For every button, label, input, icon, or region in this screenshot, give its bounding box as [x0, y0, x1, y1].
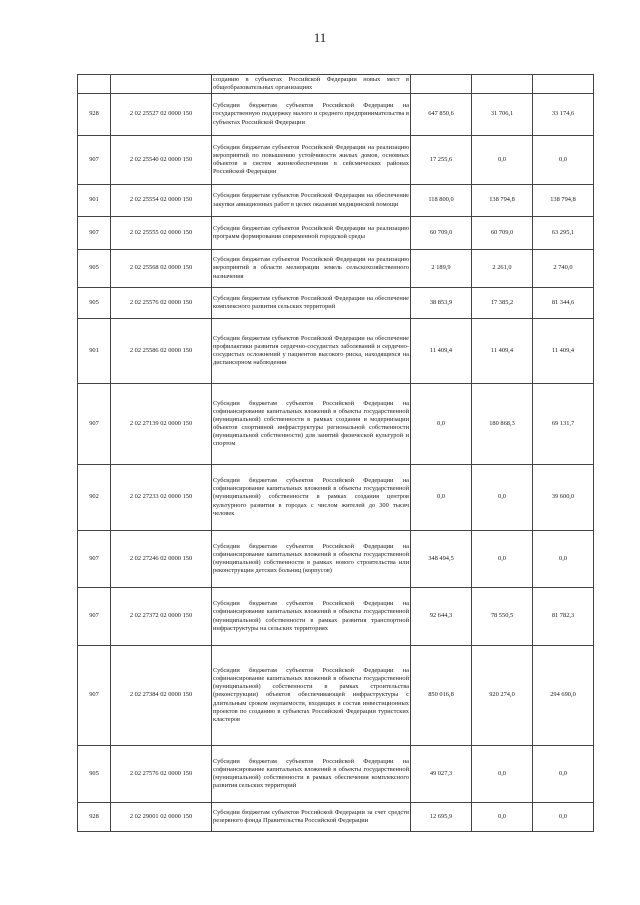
classification-code-cell: 2 02 25555 02 0000 150: [111, 217, 212, 250]
amount-year2-cell: 17 385,2: [472, 288, 533, 319]
table-row: [78, 250, 594, 288]
amount-year2-cell: 0,0: [472, 803, 533, 832]
amount-year1-cell: 850 016,8: [411, 646, 472, 746]
admin-code-cell: 905: [78, 250, 111, 288]
income-name-cell: Субсидии бюджетам субъектов Российской Федерации на обеспечение профилактики развития сердечно-сосудистых заболеваний и сердечно-сосудистых осложнений у пациентов высокого риска, находящихся на диспансерном наблюдении: [212, 319, 411, 384]
income-name-cell: Субсидии бюджетам субъектов Российской Федерации на софинансирование капитальных вложений в объекты государственной (муниципальной) собственности в рамках обеспечения комплексного развития сельских территорий: [212, 746, 411, 803]
amount-year3-cell: 0,0: [533, 136, 594, 185]
income-name-cell: Субсидии бюджетам субъектов Российской Федерации на реализацию мероприятий по повышению устойчивости жилых домов, основных объектов и систем жизнеобеспечения в сейсмических районах Российской Федерации: [212, 136, 411, 185]
classification-code-cell: 2 02 25576 02 0000 150: [111, 288, 212, 319]
table-row: [78, 319, 594, 384]
admin-code-cell: 905: [78, 288, 111, 319]
revenue-table: [77, 74, 594, 832]
table-row: [78, 746, 594, 803]
income-name-cell: Субсидии бюджетам субъектов Российской Федерации на обеспечение закупки авиационных работ в целях оказания медицинской помощи: [212, 185, 411, 217]
amount-year3-cell: 39 600,0: [533, 465, 594, 531]
amount-year1-cell: 118 800,0: [411, 185, 472, 217]
amount-year2-cell: 78 550,5: [472, 588, 533, 646]
amount-year2-cell: [472, 75, 533, 94]
classification-code-cell: 2 02 25586 02 0000 150: [111, 319, 212, 384]
income-name-cell: Субсидии бюджетам субъектов Российской Федерации на государственную поддержку малого и среднего предпринимательства в субъектах Российской Федерации: [212, 94, 411, 136]
admin-code-cell: [78, 75, 111, 94]
amount-year2-cell: 31 706,1: [472, 94, 533, 136]
classification-code-cell: 2 02 25540 02 0000 150: [111, 136, 212, 185]
income-name-cell: Субсидии бюджетам субъектов Российской Федерации на обеспечение комплексного развития сельских территорий: [212, 288, 411, 319]
classification-code-cell: 2 02 25527 02 0000 150: [111, 94, 212, 136]
amount-year3-cell: 0,0: [533, 803, 594, 832]
amount-year2-cell: 0,0: [472, 531, 533, 588]
classification-code-cell: 2 02 27384 02 0000 150: [111, 646, 212, 746]
table-body: [78, 75, 594, 832]
admin-code-cell: 905: [78, 746, 111, 803]
table-row: [78, 185, 594, 217]
amount-year1-cell: 2 189,9: [411, 250, 472, 288]
table-row: [78, 136, 594, 185]
table-row: [78, 646, 594, 746]
admin-code-cell: 901: [78, 185, 111, 217]
amount-year3-cell: 294 690,0: [533, 646, 594, 746]
admin-code-cell: 928: [78, 803, 111, 832]
amount-year3-cell: 63 295,1: [533, 217, 594, 250]
table-row: [78, 384, 594, 465]
amount-year2-cell: 0,0: [472, 465, 533, 531]
amount-year3-cell: 33 174,6: [533, 94, 594, 136]
page-number: 11: [313, 30, 327, 45]
amount-year3-cell: 81 782,3: [533, 588, 594, 646]
amount-year3-cell: 0,0: [533, 531, 594, 588]
amount-year3-cell: 0,0: [533, 746, 594, 803]
amount-year1-cell: 17 255,6: [411, 136, 472, 185]
amount-year2-cell: 2 261,0: [472, 250, 533, 288]
classification-code-cell: 2 02 25568 02 0000 150: [111, 250, 212, 288]
admin-code-cell: 907: [78, 384, 111, 465]
amount-year3-cell: 11 409,4: [533, 319, 594, 384]
table-row: [78, 217, 594, 250]
admin-code-cell: 901: [78, 319, 111, 384]
amount-year1-cell: 647 850,6: [411, 94, 472, 136]
admin-code-cell: 907: [78, 217, 111, 250]
amount-year1-cell: 0,0: [411, 465, 472, 531]
table-row: [78, 465, 594, 531]
classification-code-cell: 2 02 25554 02 0000 150: [111, 185, 212, 217]
income-name-cell: Субсидии бюджетам субъектов Российской Федерации на софинансирование капитальных вложений в объекты государственной (муниципальной) собственности в рамках развития транспортной инфраструктуры на сельских территориях: [212, 588, 411, 646]
table-row: [78, 531, 594, 588]
income-name-cell: Субсидии бюджетам субъектов Российской Федерации на софинансирование капитальных вложений в объекты государственной (муниципальной) собственности в рамках создания центров культурного развития в городах с числом жителей до 300 тысяч человек: [212, 465, 411, 531]
classification-code-cell: 2 02 27576 02 0000 150: [111, 746, 212, 803]
amount-year1-cell: 348 494,5: [411, 531, 472, 588]
amount-year1-cell: 60 709,0: [411, 217, 472, 250]
amount-year1-cell: 49 027,3: [411, 746, 472, 803]
classification-code-cell: 2 02 27372 02 0000 150: [111, 588, 212, 646]
income-name-cell: Субсидии бюджетам субъектов Российской Федерации на реализацию мероприятий в области мелиорации земель сельскохозяйственного назначения: [212, 250, 411, 288]
admin-code-cell: 928: [78, 94, 111, 136]
admin-code-cell: 907: [78, 136, 111, 185]
amount-year1-cell: 11 409,4: [411, 319, 472, 384]
admin-code-cell: 902: [78, 465, 111, 531]
table-row: [78, 94, 594, 136]
admin-code-cell: 907: [78, 531, 111, 588]
admin-code-cell: 907: [78, 646, 111, 746]
amount-year1-cell: 0,0: [411, 384, 472, 465]
amount-year2-cell: 60 709,0: [472, 217, 533, 250]
table-row: [78, 75, 594, 94]
amount-year2-cell: 180 868,3: [472, 384, 533, 465]
table-row: [78, 803, 594, 832]
income-name-cell: созданию в субъектах Российской Федерации новых мест в общеобразовательных организациях: [212, 75, 411, 94]
amount-year3-cell: 69 131,7: [533, 384, 594, 465]
amount-year1-cell: 38 853,9: [411, 288, 472, 319]
amount-year3-cell: [533, 75, 594, 94]
admin-code-cell: 907: [78, 588, 111, 646]
amount-year2-cell: 0,0: [472, 136, 533, 185]
table-row: [78, 588, 594, 646]
amount-year3-cell: 81 344,6: [533, 288, 594, 319]
amount-year2-cell: 11 409,4: [472, 319, 533, 384]
classification-code-cell: 2 02 27246 02 0000 150: [111, 531, 212, 588]
amount-year3-cell: 2 740,0: [533, 250, 594, 288]
income-name-cell: Субсидии бюджетам субъектов Российской Федерации на софинансирование капитальных вложений в объекты государственной (муниципальной) собственности в рамках строительства (реконструкции) объектов обеспечивающей инфраструктуры с длительным сроком окупаемости, входящих в состав инвестиционных проектов по созданию в субъектах Российской Федерации туристских кластеров: [212, 646, 411, 746]
income-name-cell: Субсидии бюджетам субъектов Российской Федерации на реализацию программ формирования современной городской среды: [212, 217, 411, 250]
table-row: [78, 288, 594, 319]
amount-year2-cell: 138 794,8: [472, 185, 533, 217]
amount-year3-cell: 138 794,8: [533, 185, 594, 217]
classification-code-cell: 2 02 27233 02 0000 150: [111, 465, 212, 531]
income-name-cell: Субсидии бюджетам субъектов Российской Федерации на софинансирование капитальных вложений в объекты государственной (муниципальной) собственности в рамках нового строительства или реконструкции детских больниц (корпусов): [212, 531, 411, 588]
amount-year1-cell: 92 644,3: [411, 588, 472, 646]
classification-code-cell: [111, 75, 212, 94]
classification-code-cell: 2 02 27139 02 0000 150: [111, 384, 212, 465]
amount-year2-cell: 920 274,0: [472, 646, 533, 746]
amount-year1-cell: [411, 75, 472, 94]
income-name-cell: Субсидии бюджетам субъектов Российской Федерации за счет средств резервного фонда Правительства Российской Федерации: [212, 803, 411, 832]
classification-code-cell: 2 02 29001 02 0000 150: [111, 803, 212, 832]
amount-year1-cell: 12 695,9: [411, 803, 472, 832]
income-name-cell: Субсидии бюджетам субъектов Российской Федерации на софинансирование капитальных вложений в объекты государственной (муниципальной) собственности в рамках создания и модернизации объектов спортивной инфраструктуры региональной собственности (муниципальной собственности) для занятий физической культурой и спортом: [212, 384, 411, 465]
amount-year2-cell: 0,0: [472, 746, 533, 803]
